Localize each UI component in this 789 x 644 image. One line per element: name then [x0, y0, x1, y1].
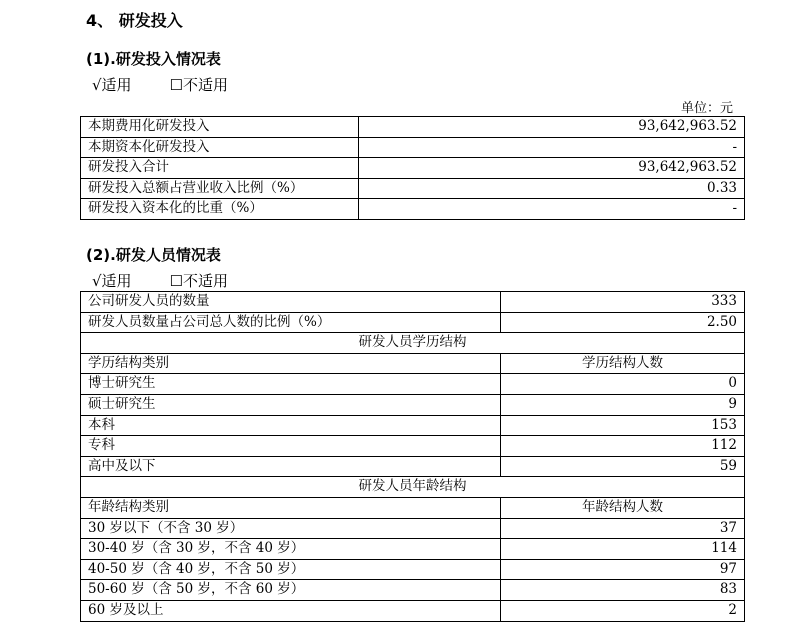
table-row: [81, 178, 745, 199]
education-category-header: 学历结构类别: [81, 353, 501, 374]
rd-personnel-table: [80, 291, 745, 622]
row-label: 本期费用化研发投入: [81, 117, 359, 138]
table-row: [81, 292, 745, 313]
rd-investment-table: [80, 116, 745, 220]
table-row: [81, 456, 745, 477]
table-row: [81, 199, 745, 220]
row-label: 专科: [81, 436, 501, 457]
row-value: 37: [501, 518, 745, 539]
age-header-row: [81, 497, 745, 518]
age-heading: 研发人员年龄结构: [81, 477, 745, 498]
applicable-option: √适用: [92, 272, 132, 290]
table-row: [81, 374, 745, 395]
table-row: [81, 117, 745, 138]
unit-label: 单位：元: [680, 101, 733, 116]
row-label: 本期资本化研发投入: [81, 137, 359, 158]
row-value: 83: [501, 580, 745, 601]
row-value: 2.50: [501, 312, 745, 333]
rd-personnel-applicability: [92, 270, 228, 291]
row-label: 研发投入资本化的比重（%）: [81, 199, 359, 220]
age-count-header: 年龄结构人数: [501, 497, 745, 518]
table-row: [81, 137, 745, 158]
row-value: -: [359, 199, 745, 220]
rd-investment-title: (1).研发投入情况表: [86, 50, 221, 68]
table-row: [81, 600, 745, 621]
row-value: -: [359, 137, 745, 158]
row-label: 50-60 岁（含 50 岁，不含 60 岁）: [81, 580, 501, 601]
not-applicable-option: ☐不适用: [169, 76, 229, 94]
table-row: [81, 436, 745, 457]
table-row: [81, 580, 745, 601]
row-value: 2: [501, 600, 745, 621]
education-count-header: 学历结构人数: [501, 353, 745, 374]
row-label: 30-40 岁（含 30 岁，不含 40 岁）: [81, 539, 501, 560]
row-value: 333: [501, 292, 745, 313]
row-value: 9: [501, 394, 745, 415]
row-value: 93,642,963.52: [359, 117, 745, 138]
row-label: 高中及以下: [81, 456, 501, 477]
rd-personnel-title: (2).研发人员情况表: [86, 246, 221, 264]
table-row: [81, 518, 745, 539]
education-header-row: [81, 353, 745, 374]
table-row: [81, 312, 745, 333]
section-title: 4、 研发投入: [86, 11, 183, 30]
row-label: 硕士研究生: [81, 394, 501, 415]
row-label: 研发投入总额占营业收入比例（%）: [81, 178, 359, 199]
row-value: 97: [501, 559, 745, 580]
education-heading-row: [81, 333, 745, 354]
row-value: 93,642,963.52: [359, 158, 745, 179]
table-row: [81, 394, 745, 415]
row-value: 0.33: [359, 178, 745, 199]
table-row: [81, 415, 745, 436]
table-row: [81, 559, 745, 580]
row-label: 30 岁以下（不含 30 岁）: [81, 518, 501, 539]
age-heading-row: [81, 477, 745, 498]
row-value: 114: [501, 539, 745, 560]
age-category-header: 年龄结构类别: [81, 497, 501, 518]
row-label: 研发人员数量占公司总人数的比例（%）: [81, 312, 501, 333]
row-value: 59: [501, 456, 745, 477]
row-value: 153: [501, 415, 745, 436]
rd-investment-applicability: [92, 74, 228, 95]
row-value: 112: [501, 436, 745, 457]
table-row: [81, 539, 745, 560]
not-applicable-option: ☐不适用: [169, 272, 229, 290]
applicable-option: √适用: [92, 76, 132, 94]
row-label: 公司研发人员的数量: [81, 292, 501, 313]
row-label: 研发投入合计: [81, 158, 359, 179]
education-heading: 研发人员学历结构: [81, 333, 745, 354]
row-label: 本科: [81, 415, 501, 436]
row-label: 博士研究生: [81, 374, 501, 395]
row-label: 40-50 岁（含 40 岁，不含 50 岁）: [81, 559, 501, 580]
row-label: 60 岁及以上: [81, 600, 501, 621]
table-row: [81, 158, 745, 179]
row-value: 0: [501, 374, 745, 395]
